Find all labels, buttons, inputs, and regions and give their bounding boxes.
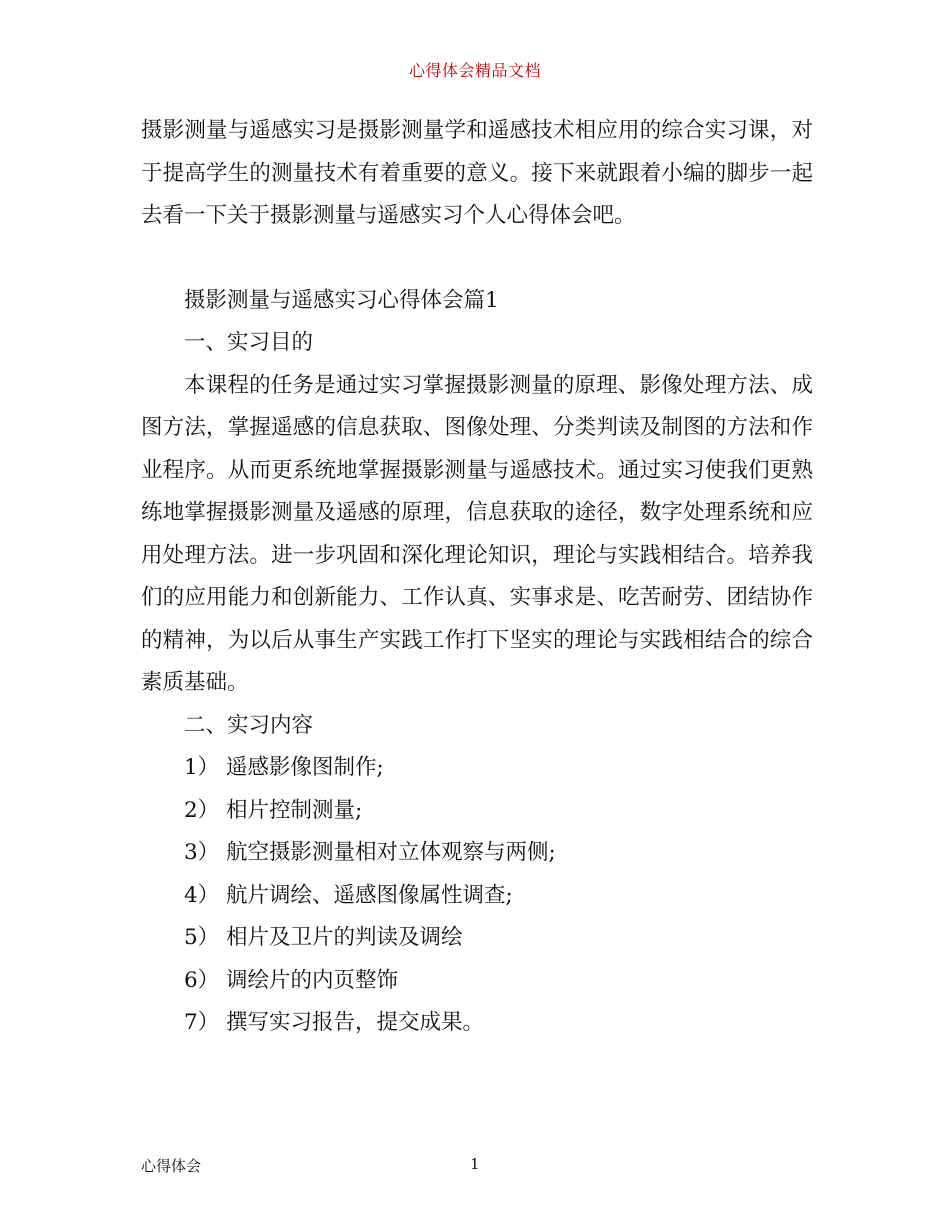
footer-label: 心得体会 — [141, 1157, 202, 1175]
list-item: 1） 遥感影像图制作; — [184, 755, 384, 780]
paragraph-spacer — [141, 238, 813, 280]
list-item: 4） 航片调绘、遥感图像属性调查; — [184, 882, 513, 908]
content-list — [141, 747, 813, 1045]
section-body-purpose: 本课程的任务是通过实习掌握摄影测量的原理、影像处理方法、成图方法，掌握遥感的信息获取、图像处理、分类判读及制图的方法和作业程序。从而更系统地掌握摄影测量与遥感技术。通过实习使我们更熟练地掌握摄影测量及遥感的原理，信息获取的途径，数字处理系统和应用处理方法。进一步巩固和深化理论知识，理论与实践相结合。培养我们的应用能力和创新能力、工作认真、实事求是、吃苦耐劳、团结协作的精神，为以后从事生产实践工作打下坚实的理论与实践相结合的综合素质基础。 — [141, 372, 813, 695]
list-item: 5） 相片及卫片的判读及调绘 — [184, 925, 463, 950]
document-body — [141, 110, 813, 1045]
list-item: 6） 调绘片的内页整饰 — [184, 967, 399, 993]
list-item: 7） 撰写实习报告，提交成果。 — [184, 1010, 485, 1035]
article-title: 摄影测量与遥感实习心得体会篇1 — [184, 287, 499, 313]
document-header-title: 心得体会精品文档 — [408, 61, 541, 80]
intro-paragraph: 摄影测量与遥感实习是摄影测量学和遥感技术相应用的综合实习课，对于提高学生的测量技术有着重要的意义。接下来就跟着小编的脚步一起去看一下关于摄影测量与遥感实习个人心得体会吧。 — [141, 118, 813, 228]
list-item: 3） 航空摄影测量相对立体观察与两侧; — [184, 840, 556, 865]
page-number: 1 — [470, 1155, 480, 1173]
section-heading-content: 二、实习内容 — [184, 712, 314, 738]
section-heading-purpose: 一、实习目的 — [184, 330, 314, 355]
list-item: 2） 相片控制测量; — [184, 797, 363, 823]
